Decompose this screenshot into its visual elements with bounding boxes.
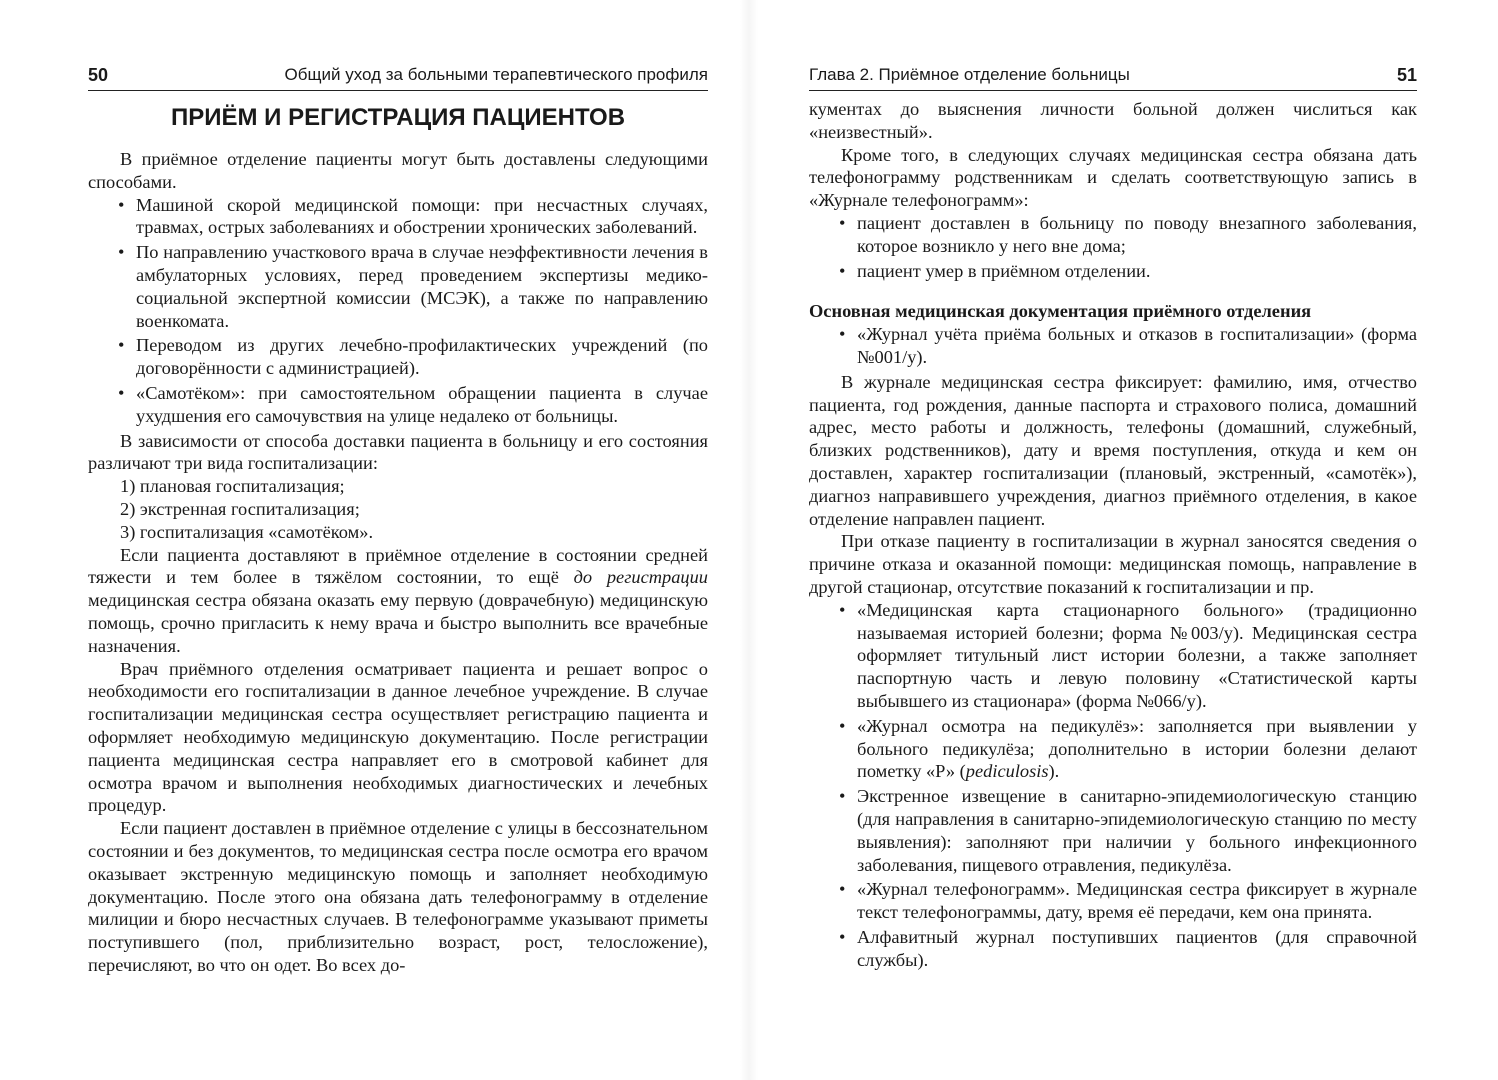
left-page-body: [88, 98, 708, 977]
documents-list: [809, 599, 1417, 972]
list-item: 3) госпитализация «самотёком».: [120, 521, 374, 542]
right-page-body: [809, 98, 1417, 973]
italic-emphasis: до регистрации: [573, 567, 708, 588]
documentation-subtitle: Основная медицинская документация приёмного отделения: [809, 301, 1312, 322]
list-item: • «Самотёком»: при самостоятельном обращении пациента в случае ухудшения его самочувствия на улице недалеко от больницы.: [88, 382, 708, 428]
list-item: • По направлению участкового врача в случае неэффективности лечения в амбулаторных условиях, перед проведением экспертизы медико-социальной экспертной комиссии (МСЭК), а также по направлению военкомата.: [88, 241, 708, 332]
intro-paragraph: В приёмное отделение пациенты могут быть доставлены следующими способами.: [88, 149, 708, 192]
left-running-head: [88, 60, 708, 91]
list-item: • пациент умер в приёмном отделении.: [809, 260, 1417, 283]
right-running-head: [809, 60, 1417, 91]
list-item: • «Журнал учёта приёма больных и отказов в госпитализации» (форма №001/у).: [809, 323, 1417, 369]
right-page-number: 51: [1396, 65, 1417, 85]
list-item: • «Журнал телефонограмм». Медицинская сестра фиксирует в журнале текст телефонограммы, дату, время её передачи, кем она принята.: [809, 878, 1417, 924]
right-page: [749, 0, 1498, 1080]
severe-condition-paragraph: Если пациента доставляют в приёмное отделение в состоянии средней тяжести и тем более в тяжёлом состоянии, то ещё до регистрации медицинская сестра обязана оказать ему первую (доврачебную) медицинскую помощь, срочно пригласить к нему врача и быстро выполнить все врачебные назначения.: [88, 544, 708, 656]
section-title: ПРИЁМ И РЕГИСТРАЦИЯ ПАЦИЕНТОВ: [170, 104, 626, 131]
refusal-paragraph: При отказе пациенту в госпитализации в журнал заносятся сведения о причине отказа и оказанной помощи: медицинская помощь, направление в другой стационар, отсутствие показаний к госпитализации и пр.: [809, 531, 1417, 597]
list-item: 1) плановая госпитализация;: [120, 476, 345, 497]
list-item: • «Журнал осмотра на педикулёз»: заполняется при выявлении у больного педикулёза; дополнительно в истории болезни делают пометку «Р» (pediculosis).: [809, 715, 1417, 783]
list-item: 2) экстренная госпитализация;: [120, 498, 360, 519]
italic-emphasis: pediculosis: [965, 761, 1049, 782]
list-item: • «Медицинская карта стационарного больного» (традиционно называемая историей болезни; форма №003/у). Медицинская сестра оформляет титульный лист истории болезни, а также заполняет паспортную часть и левую половину «Статистической карты выбывшего из стационара» (форма №066/у).: [809, 599, 1417, 713]
list-item: • Экстренное извещение в санитарно-эпидемиологическую станцию (для направления в санитарно-эпидемиологическую станцию по месту выявления): заполняют при наличии у больного инфекционного заболевания, пищевого отравления, педикулёза.: [809, 785, 1417, 876]
right-running-title: Глава 2. Приёмное отделение больницы: [809, 65, 1130, 84]
list-item: • Алфавитный журнал поступивших пациентов (для справочной службы).: [809, 926, 1417, 972]
list-item: • Машиной скорой медицинской помощи: при несчастных случаях, травмах, острых заболеваниях и обострении хронических заболеваний.: [88, 194, 708, 240]
delivery-methods-list: [88, 194, 708, 428]
journal-list: [809, 323, 1417, 369]
list-item: • пациент доставлен в больницу по поводу внезапного заболевания, которое возникло у него вне дома;: [809, 212, 1417, 258]
left-page-number: 50: [88, 65, 109, 85]
types-intro-paragraph: В зависимости от способа доставки пациента в больницу и его состояния различают три вида госпитализации:: [88, 430, 708, 474]
cases-list: [809, 212, 1417, 282]
doctor-paragraph: Врач приёмного отделения осматривает пациента и решает вопрос о необходимости его госпитализации в данное лечебное учреждение. В случае госпитализации медицинская сестра осуществляет регистрацию пациента и оформляет необходимую медицинскую документацию. После регистрации пациента медицинская сестра направляет его в смотровой кабинет для осмотра врачом и выполнения необходимых диагностических и лечебных процедур.: [88, 658, 708, 816]
left-running-title: Общий уход за больными терапевтического профиля: [284, 65, 708, 84]
list-item: • Переводом из других лечебно-профилактических учреждений (по договорённости с администрацией).: [88, 334, 708, 380]
continuation-paragraph: кументах до выяснения личности больной должен числиться как «неизвестный».: [809, 99, 1417, 142]
hospitalization-types-list: [88, 475, 708, 543]
unconscious-paragraph: Если пациент доставлен в приёмное отделение с улицы в бессознательном состоянии и без документов, то медицинская сестра после осмотра его врачом оказывает экстренную медицинскую помощь и заполняет необходимую документацию. После этого она обязана дать телефонограмму в отделение милиции и бюро несчастных случаев. В телефонограмме указывают приметы поступившего (пол, приблизительно возраст, рост, телосложение), перечисляют, во что он одет. Во всех до-: [88, 818, 708, 975]
also-paragraph: Кроме того, в следующих случаях медицинская сестра обязана дать телефонограмму родственникам и сделать соответствующую запись в «Журнале телефонограмм»:: [809, 144, 1417, 211]
journal-paragraph: В журнале медицинская сестра фиксирует: фамилию, имя, отчество пациента, год рождения, данные паспорта и страхового полиса, домашний адрес, место работы и должность, телефоны (домашний, служебный, близких родственников), дату и время поступления, откуда и кем он доставлен, характер госпитализации (плановый, экстренный, «самотёк»), диагноз направившего учреждения, диагноз приёмного отделения, в какое отделение направлен пациент.: [809, 371, 1417, 529]
